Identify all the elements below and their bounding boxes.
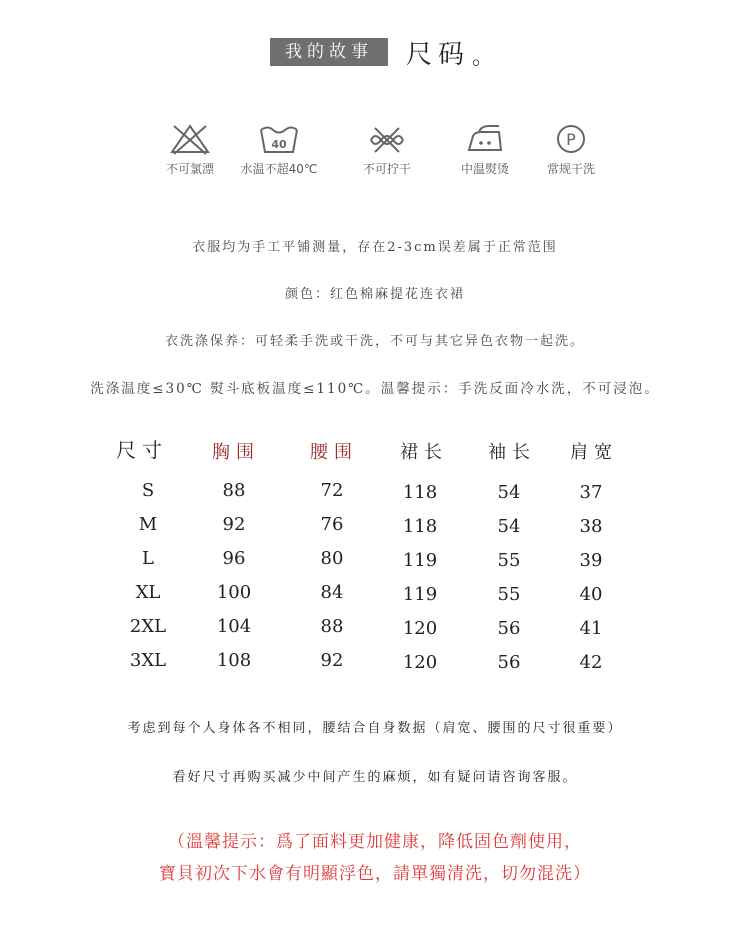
cell-waist: 72 (320, 480, 344, 501)
cell-size: XL (135, 582, 161, 603)
cell-dress-length: 119 (402, 550, 438, 571)
wash-40-icon (257, 122, 301, 156)
advice-line-1: 考虑到每个人身体各不相同，腰结合自身数据（肩宽、腰围的尺寸很重要） (127, 721, 623, 736)
cell-bust: 104 (216, 616, 252, 637)
cell-waist: 80 (320, 548, 344, 569)
warm-tip-line-1: （溫馨提示：爲了面料更加健康，降低固色劑使用， (168, 832, 582, 852)
cell-dress-length: 120 (402, 618, 438, 639)
cell-shoulder: 41 (579, 618, 603, 639)
cell-bust: 92 (222, 514, 246, 535)
cell-shoulder: 38 (579, 516, 603, 537)
temperature-note: 洗涤温度≤30℃ 熨斗底板温度≤110℃。温馨提示：手洗反面冷水洗，不可浸泡。 (90, 381, 660, 397)
care-label: 不可氯漂 (165, 162, 214, 176)
care-item-no-wring (342, 122, 432, 177)
cell-waist: 88 (320, 616, 344, 637)
cell-dress-length: 118 (402, 482, 438, 503)
cell-bust: 100 (216, 582, 252, 603)
dry-clean-letter: P (566, 130, 576, 149)
cell-size: M (138, 514, 158, 535)
cell-bust: 96 (222, 548, 246, 569)
cell-shoulder: 42 (579, 652, 603, 673)
page-title: 尺码 (406, 40, 471, 70)
measure-note: 衣服均为手工平铺测量，存在2-3cm误差属于正常范围 (192, 240, 558, 255)
care-item-wash-40 (234, 122, 324, 177)
no-bleach-icon (168, 122, 212, 156)
header-sleeve-length: 袖长 (488, 442, 536, 463)
care-label: 中温熨烫 (460, 162, 509, 176)
no-wring-icon (365, 122, 409, 156)
cell-size: 3XL (129, 650, 167, 671)
cell-sleeve-length: 55 (497, 550, 521, 571)
warm-tip-line-2: 寶貝初次下水會有明顯浮色，請單獨清洗，切勿混洗） (159, 864, 591, 884)
size-table (0, 434, 750, 674)
cell-sleeve-length: 56 (497, 618, 521, 639)
cell-dress-length: 118 (402, 516, 438, 537)
cell-waist: 76 (320, 514, 344, 535)
brand-tag: 我的故事 (270, 38, 388, 66)
cell-sleeve-length: 56 (497, 652, 521, 673)
cell-size: S (141, 480, 155, 501)
cell-dress-length: 119 (402, 584, 438, 605)
dry-clean-p-icon (549, 122, 593, 156)
cell-sleeve-length: 54 (497, 516, 521, 537)
header-shoulder: 肩宽 (570, 442, 618, 463)
advice-line-2: 看好尺寸再购买减少中间产生的麻烦，如有疑问请咨询客服。 (172, 770, 578, 785)
color-note: 颜色：红色棉麻提花连衣裙 (284, 287, 465, 302)
cell-sleeve-length: 55 (497, 584, 521, 605)
cell-shoulder: 40 (579, 584, 603, 605)
header-waist: 腰围 (310, 442, 358, 463)
washing-note: 衣洗涤保养：可轻柔手洗或干洗，不可与其它异色衣物一起洗。 (164, 334, 585, 349)
cell-size: L (142, 548, 154, 569)
cell-waist: 84 (320, 582, 344, 603)
cell-dress-length: 120 (402, 652, 438, 673)
care-symbols (0, 122, 750, 182)
header-bust: 胸围 (212, 442, 260, 463)
cell-size: 2XL (129, 616, 167, 637)
cell-shoulder: 39 (579, 550, 603, 571)
care-label: 不可拧干 (362, 162, 411, 176)
care-label: 常规干洗 (546, 162, 595, 176)
care-label: 水温不超40℃ (240, 162, 318, 176)
cell-bust: 88 (222, 480, 246, 501)
iron-medium-icon (463, 122, 507, 156)
care-item-iron-medium (440, 122, 530, 177)
cell-waist: 92 (320, 650, 344, 671)
cell-bust: 108 (216, 650, 252, 671)
title-period: 。 (472, 45, 495, 70)
cell-sleeve-length: 54 (497, 482, 521, 503)
header-dress-length: 裙长 (400, 442, 448, 463)
header-size: 尺寸 (116, 438, 168, 462)
page-title-row (0, 36, 750, 70)
wash-temp-text: 40 (271, 138, 287, 151)
care-item-dry-clean (526, 122, 616, 177)
cell-shoulder: 37 (579, 482, 603, 503)
care-item-no-bleach (145, 122, 235, 177)
